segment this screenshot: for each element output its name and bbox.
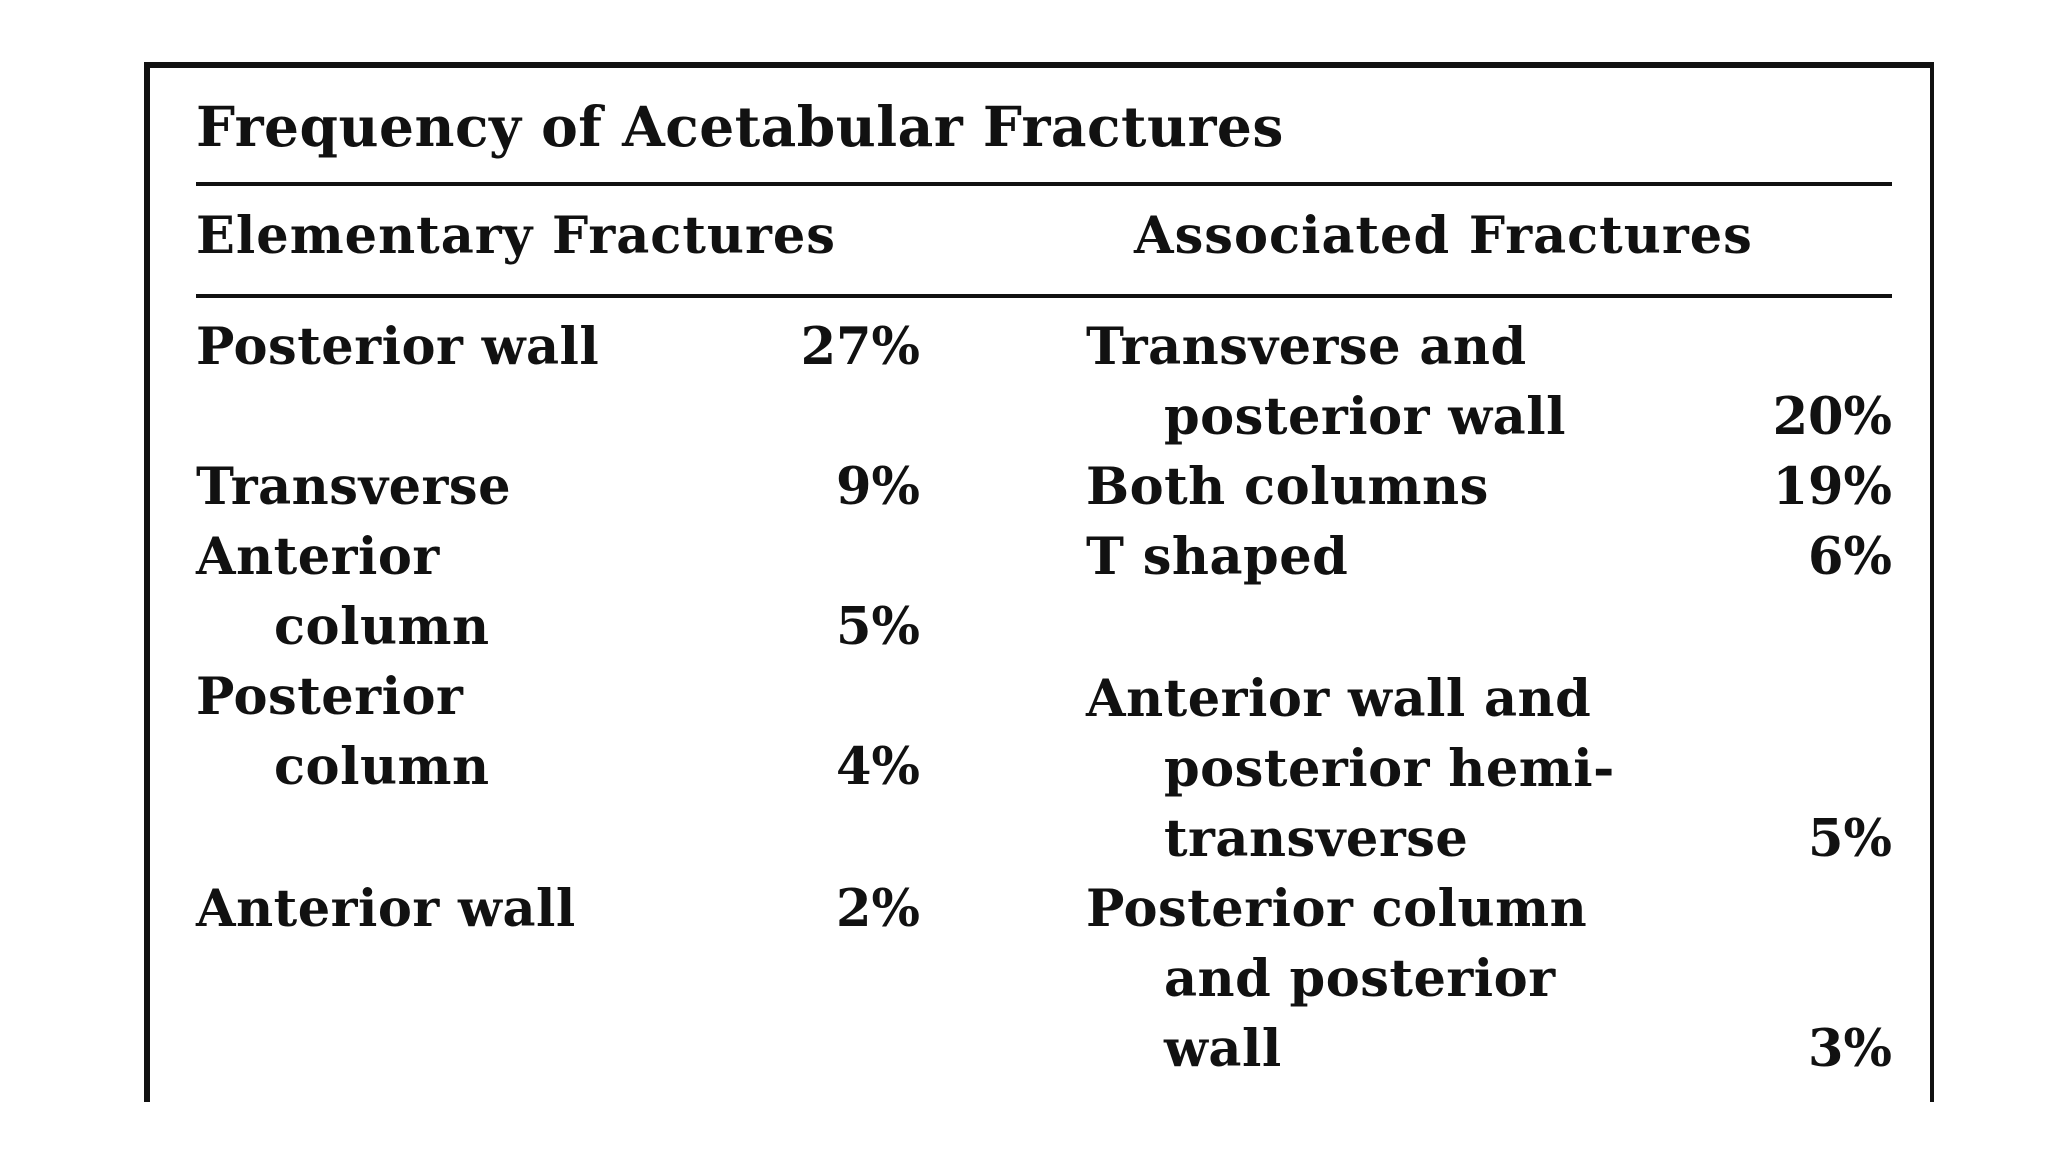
associated-row-line: Transverse and [1086, 317, 1527, 377]
associated-row-line: T shaped [1086, 527, 1349, 587]
associated-row-line: Both columns [1086, 457, 1489, 517]
associated-row-label [1086, 664, 1615, 874]
associated-row-line: posterior hemi- [1164, 739, 1615, 799]
associated-row-label [1086, 522, 1348, 592]
header-elementary: Elementary Fractures [196, 206, 836, 266]
elementary-row-label [196, 312, 599, 382]
elementary-row-line: Anterior wall [196, 879, 576, 939]
elementary-row-value: 2% [836, 879, 920, 939]
elementary-row-value: 5% [836, 597, 920, 657]
associated-row-value: 19% [1772, 457, 1892, 517]
elementary-row-value: 4% [836, 737, 920, 797]
associated-row-line: and posterior [1164, 949, 1556, 1009]
title-rule [196, 182, 1892, 186]
elementary-row-line: column [274, 597, 490, 657]
elementary-row-line: column [274, 737, 490, 797]
elementary-row-label [196, 522, 490, 662]
elementary-row-label [196, 662, 490, 802]
associated-row-value: 3% [1808, 1019, 1892, 1079]
associated-row-value: 5% [1808, 809, 1892, 869]
elementary-row-value: 27% [800, 317, 920, 377]
header-associated: Associated Fractures [1134, 206, 1753, 266]
associated-row-value: 6% [1808, 527, 1892, 587]
elementary-row-line: Posterior [196, 667, 464, 727]
associated-row-label [1086, 452, 1489, 522]
associated-row-value: 20% [1772, 387, 1892, 447]
elementary-row-value: 9% [836, 457, 920, 517]
elementary-row-label [196, 874, 576, 944]
associated-row-line: posterior wall [1164, 387, 1566, 447]
associated-row-line: Posterior column [1086, 879, 1588, 939]
elementary-row-line: Anterior [196, 527, 440, 587]
elementary-row-label [196, 452, 511, 522]
table-title: Frequency of Acetabular Fractures [196, 94, 1284, 159]
elementary-row-line: Transverse [196, 457, 512, 517]
associated-row-label [1086, 874, 1587, 1084]
associated-row-line: transverse [1164, 809, 1469, 869]
associated-row-line: Anterior wall and [1086, 669, 1592, 729]
header-rule [196, 294, 1892, 298]
elementary-row-line: Posterior wall [196, 317, 600, 377]
associated-row-line: wall [1164, 1019, 1282, 1079]
associated-row-label [1086, 312, 1566, 452]
